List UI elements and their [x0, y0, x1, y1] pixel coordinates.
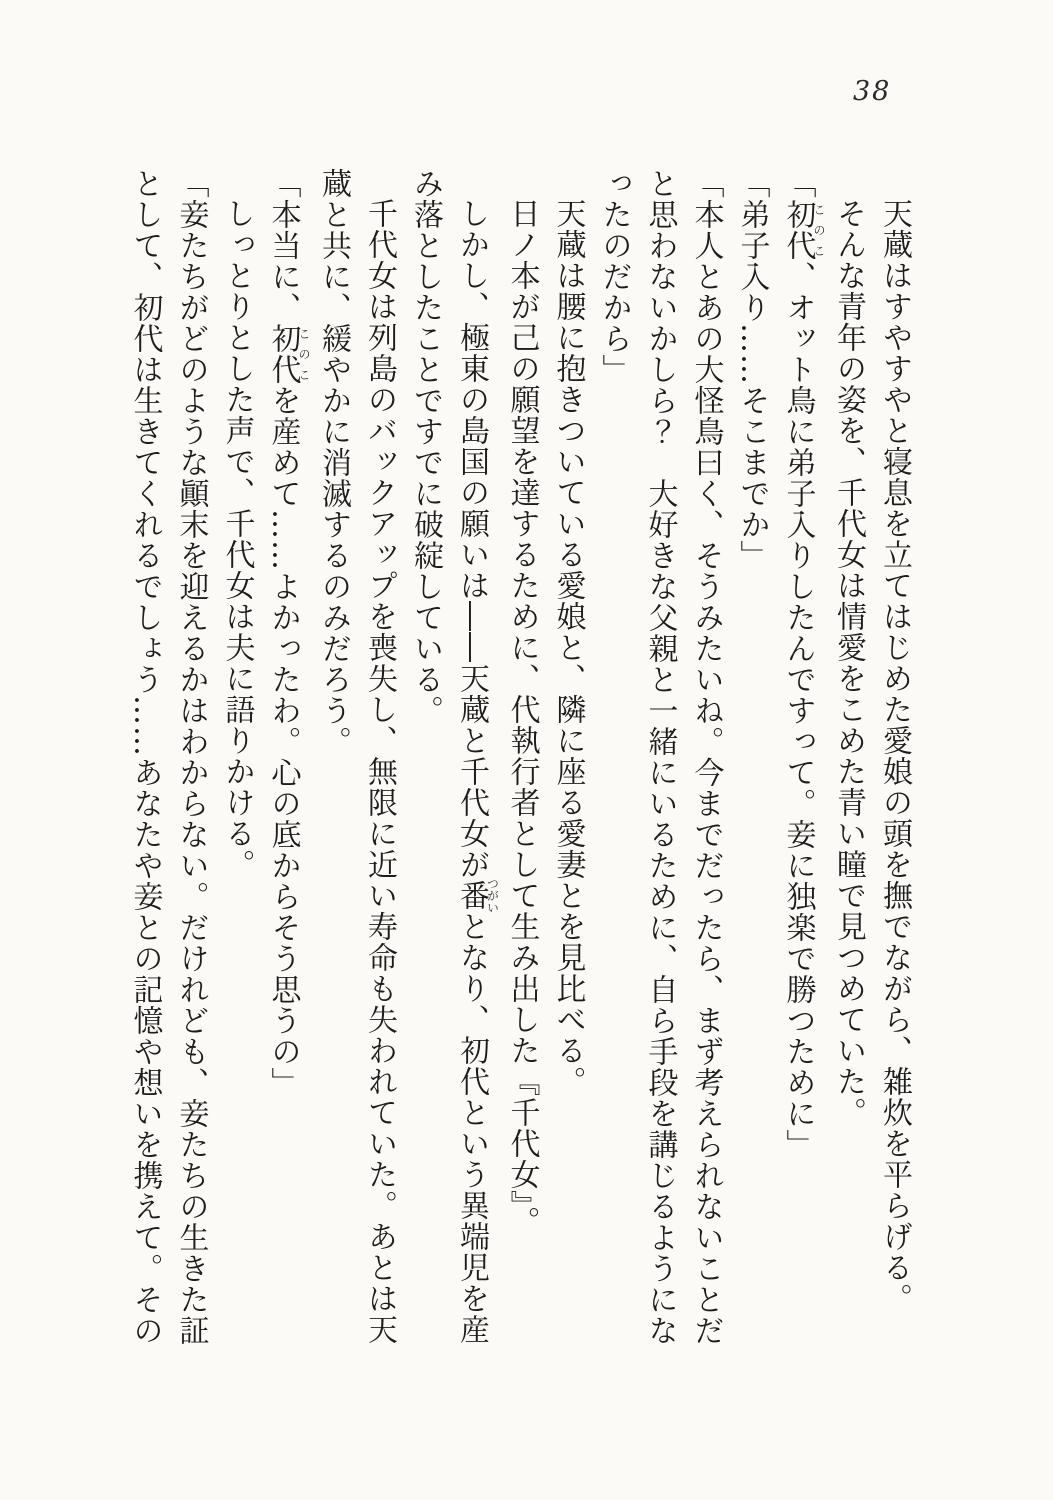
paragraph: そんな青年の姿を、千代女は情愛をこめた青い瞳で見つめていた。	[831, 198, 866, 1128]
paragraph: 「弟子入り……そこまでか」	[734, 168, 770, 571]
paragraph: しっとりとした声で、千代女は夫に語りかける。	[219, 198, 255, 880]
furigana-annotated-word: 初代このこ	[265, 323, 311, 385]
paragraph: 日ノ本が己の願望を達するために、代執行者として生み出した『千代女』。	[504, 198, 540, 1237]
paragraph: 「初代このこ、オット鳥に弟子入りしたんですって。妾に独楽で勝つために」	[780, 168, 826, 1160]
paragraph: 天蔵はすやすやと寝息を立てはじめた愛娘の頭を撫でながら、雑炊を平らげる。	[877, 198, 912, 1314]
paragraph: しかし、極東の島国の願いは――天蔵と千代女が番つがいとなり、初代という異端児を産み落としたことですでに破綻している。	[408, 168, 500, 1345]
furigana-annotated-word: 番つがい	[454, 877, 500, 914]
vertical-text-block	[122, 168, 918, 1348]
page-number: 38	[853, 76, 892, 107]
paragraph: 「妾たちがどのような顚末を迎えるかはわからない。だけれども、妾たちの生きた証として、初代は生きてくれるでしょう……あなたや妾との記憶や想いを携えて。その	[127, 168, 209, 1346]
paragraph: 「本人とあの大怪鳥曰く、そうみたいね。今までだったら、まず考えられないことだと思わないかしら？ 大好きな父親と一緒にいるために、自ら手段を講じるようになったのだから」	[596, 168, 724, 1346]
paragraph: 千代女は列島のバックアップを喪失し、無限に近い寿命も失われていた。あとは天蔵と共に、緩やかに消滅するのみだろう。	[316, 168, 397, 1345]
paragraph: 「本当に、初代このこを産めて……よかったわ。心の底からそう思うの」	[265, 168, 311, 1098]
furigana-annotated-word: 初代このこ	[780, 199, 826, 261]
paragraph: 天蔵は腰に抱きついている愛娘と、隣に座る愛妻とを見比べる。	[550, 198, 586, 1097]
